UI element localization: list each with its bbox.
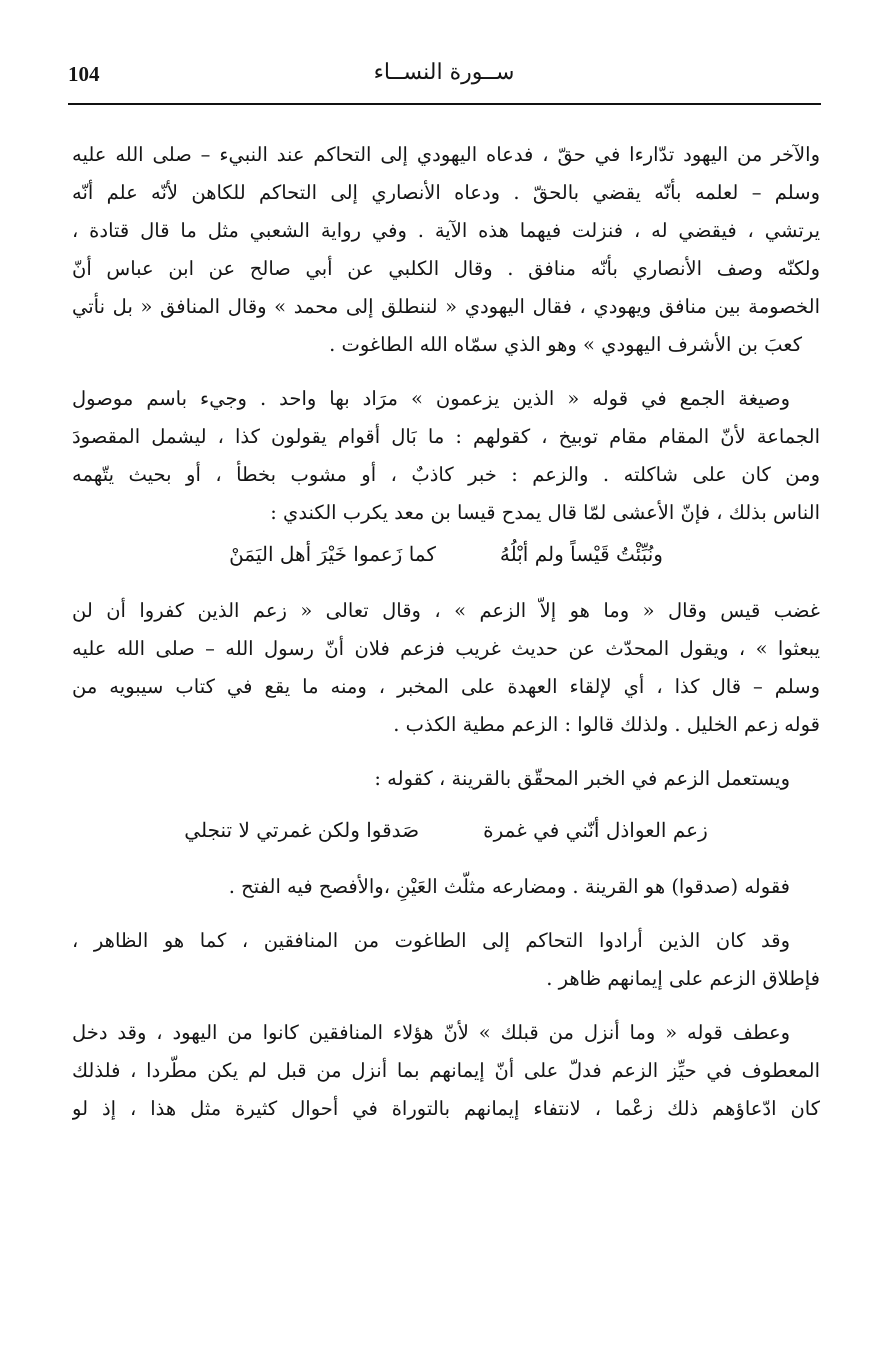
text-line: وصيغة الجمع في قوله « الذين يزعمون » مرَاد بها واحد . وجيء باسم موصول [72,387,790,410]
text-line: ومن كان على شاكلته . والزعم : خبر كاذبٌ ، أو مشوب بخطأ ، أو بحيث يتّهمه [72,463,820,486]
text-line: الناس بذلك ، فإنّ الأعشى لمّا قال يمدح قيسا بن معد يكرب الكندي : [270,501,820,524]
verse-hemistich: زعم العواذل أنّني في غمرة [483,818,708,842]
verse-hemistich: ونُبِّئْتُ قَيْساً ولم أبْلُهُ [499,542,663,566]
paragraph [72,1014,820,1128]
poetry-verse [72,808,820,852]
body-text [72,136,820,1128]
text-line: كان ادّعاؤهم ذلك زعْما ، لانتفاء إيمانهم بالتوراة في أحوال كثيرة مثل هذا ، إذ لو [72,1097,820,1120]
text-line: وقد كان الذين أرادوا التحاكم إلى الطاغوت من المنافقين ، كما هو الظاهر ، [72,929,790,952]
text-line: الخصومة بين منافق ويهودي ، فقال اليهودي « لننطلق إلى محمد » وقال المنافق « بل نأتي [72,295,820,318]
paragraph [72,922,820,998]
page-header [68,58,820,102]
text-line: الجماعة لأنّ المقام مقام توبيخ ، كقولهم : ما بَال أقوام يقولون كذا ، ليشمل المقصودَ [72,425,820,448]
text-line: ويستعمل الزعم في الخبر المحقّق بالقرينة ، كقوله : [374,767,790,790]
paragraph [72,760,820,798]
poetry-verse [72,532,820,576]
text-line: يبعثوا » ، ويقول المحدّث عن حديث غريب فزعم فلان أنّ رسول الله – صلى الله عليه [72,637,820,660]
text-line: غضب قيس وقال « وما هو إلاّ الزعم » ، وقال تعالى « زعم الذين كفروا أن لن [72,599,820,622]
text-line: والآخر من اليهود تدّارءا في حقّ ، فدعاه اليهودي إلى التحاكم عند النبيء – صلى الله عليه [72,143,820,166]
text-line: كعبَ بن الأشرف اليهودي » وهو الذي سمّاه الله الطاغوت . [329,333,802,356]
text-line: يرتشي ، فيقضي له ، فنزلت فيهما هذه الآية . وفي رواية الشعبي مثل ما قال قتادة ، [72,219,820,242]
text-line: المعطوف في حيِّز الزعم فدلّ على أنّ إيمانهم بما أنزل من قبل لم يكن مطّردا ، فلذلك [72,1059,820,1082]
verse-hemistich: صَدقوا ولكن غمرتي لا تنجلي [184,818,420,842]
paragraph [72,136,820,364]
running-title: ســورة النســاء [373,60,515,85]
text-line: ولكنّه وصف الأنصاري بأنّه منافق . وقال الكلبي عن أبي صالح عن ابن عباس أنّ [72,257,820,280]
text-line: وسلم – لعلمه بأنّه يقضي بالحقّ . ودعاه الأنصاري إلى التحاكم للكاهن لأنّه علم أنّه [72,181,820,204]
paragraph [72,592,820,744]
page-number: 104 [68,62,100,86]
text-line: وسلم – قال كذا ، أي لإلقاء العهدة على المخبر ، ومنه ما يقع في كتاب سيبويه من [72,675,820,698]
verse-hemistich: كما زَعموا خَيْرَ أهل اليَمَنْ [229,542,436,566]
text-line: وعطف قوله « وما أنزل من قبلك » لأنّ هؤلاء المنافقين كانوا من اليهود ، وقد دخل [72,1021,790,1044]
header-rule [68,103,821,105]
text-line: فقوله (صدقوا) هو القرينة . ومضارعه مثلّث العَيْنِ ،والأفصح فيه الفتح . [228,875,790,898]
text-line: قوله زعم الخليل . ولذلك قالوا : الزعم مطية الكذب . [393,713,820,736]
text-line: فإطلاق الزعم على إيمانهم ظاهر . [546,967,820,990]
paragraph [72,868,820,906]
paragraph [72,380,820,532]
